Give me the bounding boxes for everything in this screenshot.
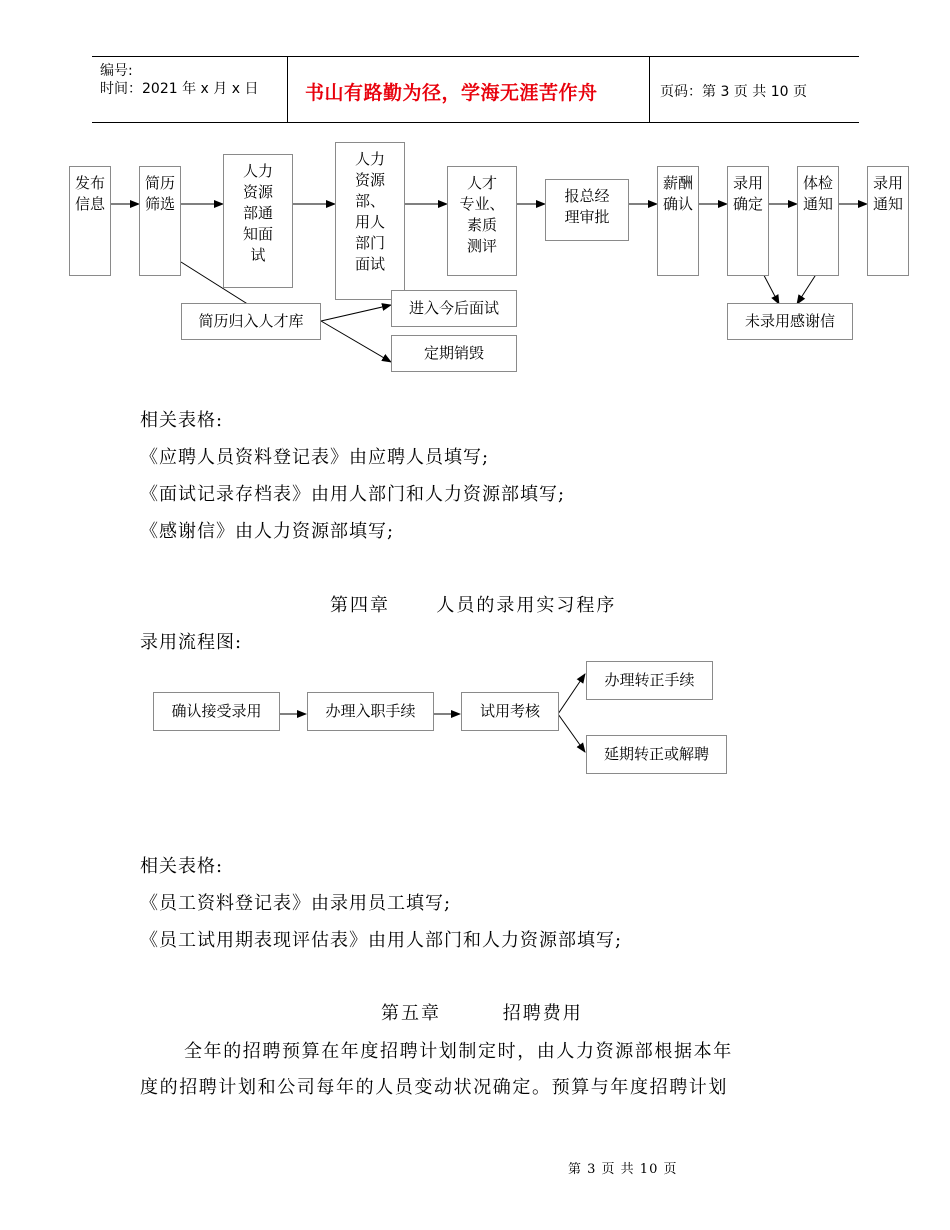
flow-arrow (321, 321, 391, 362)
flow-step-hire-confirm: 录用 确定 (727, 166, 769, 276)
doc-time-label: 时间：2021 年 x 月 x 日 (100, 81, 259, 97)
chapter-4-title: 第四章 人员的录用实习程序 (330, 595, 617, 616)
flow-step-hr-dept-interview: 人力 资源 部、 用人 部门 面试 (335, 142, 405, 300)
related-forms-title: 相关表格: (140, 410, 224, 431)
flow-step-medical-notice: 体检 通知 (797, 166, 839, 276)
hire-step-onboarding: 办理入职手续 (307, 692, 434, 731)
related-form-line: 《面试记录存档表》由用人部门和人力资源部填写; (140, 484, 566, 505)
footer-page-number: 第 3 页 共 10 页 (568, 1162, 678, 1177)
hire-outcome-regularize: 办理转正手续 (586, 661, 713, 700)
flow-step-publish-info: 发布 信息 (69, 166, 111, 276)
hire-outcome-delay-or-dismiss: 延期转正或解聘 (586, 735, 727, 774)
chapter-5-body-line: 度的招聘计划和公司每年的人员变动状况确定。预算与年度招聘计划 (140, 1077, 728, 1098)
flow-step-gm-approval: 报总经 理审批 (545, 179, 629, 241)
flow-step-resume-screening: 简历 筛选 (139, 166, 181, 276)
chapter-5-body-line: 全年的招聘预算在年度招聘计划制定时，由人力资源部根据本年 (184, 1041, 733, 1062)
related-forms-title: 相关表格: (140, 856, 224, 877)
related-form-line: 《员工试用期表现评估表》由用人部门和人力资源部填写; (140, 930, 623, 951)
header-motto: 书山有路勤为径，学海无涯苦作舟 (305, 82, 598, 104)
flow-step-salary-confirm: 薪酬 确认 (657, 166, 699, 276)
flow-arrow (558, 674, 585, 714)
related-form-line: 《感谢信》由人力资源部填写; (140, 521, 395, 542)
related-form-line: 《应聘人员资料登记表》由应聘人员填写; (140, 447, 490, 468)
flow-step-hr-notify-interview: 人力 资源 部通 知面 试 (223, 154, 293, 288)
flow-side-future-interview: 进入今后面试 (391, 290, 517, 327)
flow-side-thank-you-letter: 未录用感谢信 (727, 303, 853, 340)
flow-arrow (321, 305, 391, 321)
related-form-line: 《员工资料登记表》由录用员工填写; (140, 893, 452, 914)
hire-step-accept: 确认接受录用 (153, 692, 280, 731)
doc-code-label: 编号: (100, 63, 133, 79)
hire-flow-label: 录用流程图: (140, 632, 243, 653)
flow-arrow (558, 714, 585, 752)
flow-step-hire-notice: 录用 通知 (867, 166, 909, 276)
flow-step-talent-assessment: 人才 专业、 素质 测评 (447, 166, 517, 276)
flow-side-destroy: 定期销毁 (391, 335, 517, 372)
chapter-5-title: 第五章 招聘费用 (381, 1003, 583, 1024)
page-number-label: 页码：第 3 页 共 10 页 (660, 84, 807, 100)
flow-side-talent-pool: 简历归入人才库 (181, 303, 321, 340)
hire-step-probation-review: 试用考核 (461, 692, 559, 731)
